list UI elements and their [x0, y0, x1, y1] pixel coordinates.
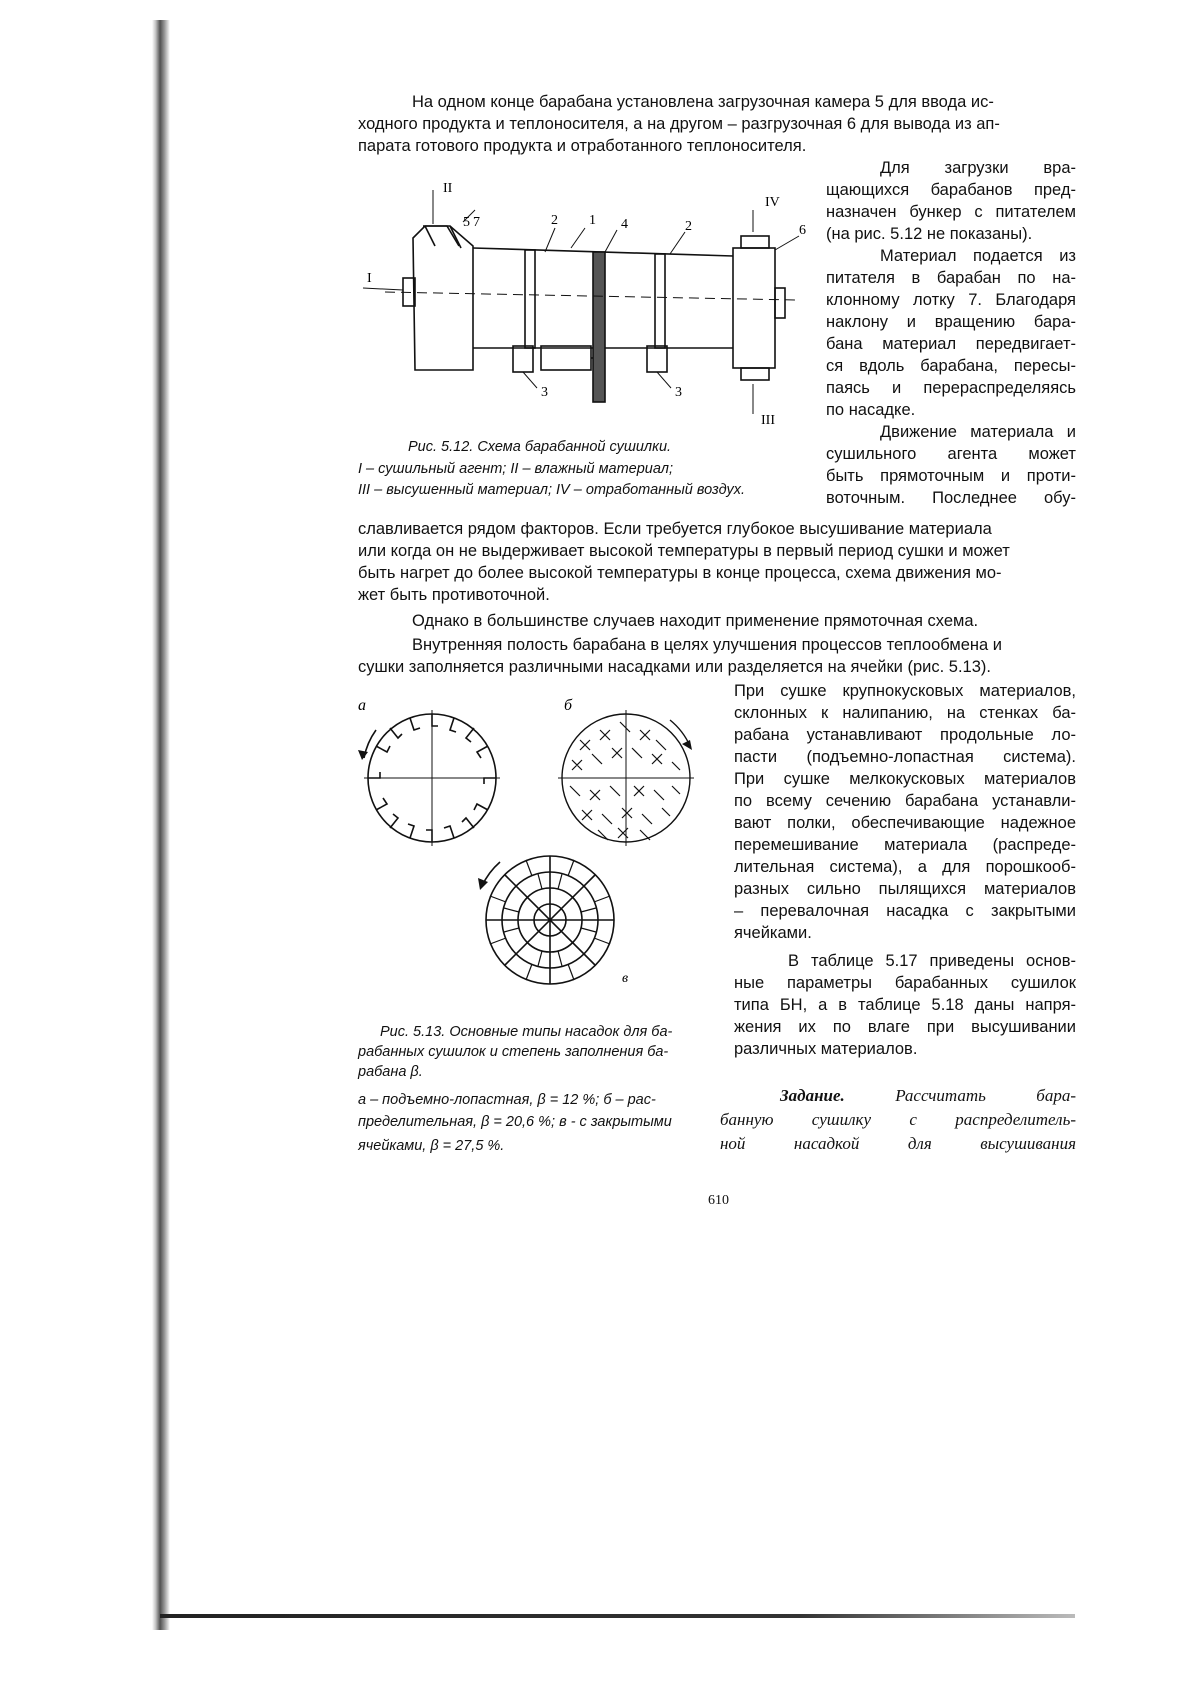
- binding-edge: [152, 20, 170, 1630]
- page-bottom-edge: [160, 1614, 1075, 1618]
- fig512-label-III: III: [761, 413, 775, 428]
- fig512-caption-title: Рис. 5.12. Схема барабанной сушилки.: [408, 439, 672, 455]
- page-number: 610: [708, 1193, 729, 1208]
- fig513-label-v: в: [622, 971, 629, 986]
- rc1-line: Движение материала и: [880, 423, 1076, 441]
- task-text-1: Рассчитать бара-: [895, 1086, 1077, 1105]
- rc2-line: разных сильно пылящихся материалов: [734, 880, 1076, 898]
- rc1-line: ся вдоль барабана, пересы-: [826, 357, 1076, 375]
- rc1-line: быть прямоточным и проти-: [826, 467, 1076, 485]
- fig513-label-a: а: [358, 697, 366, 714]
- fig513-label-b: б: [564, 697, 573, 714]
- full-text-line-1: славливается рядом факторов. Если требуется глубокое высушивание материала: [358, 520, 992, 538]
- fig512-label-3b: 3: [675, 385, 682, 400]
- right-column-1: [826, 157, 1076, 509]
- fig512-label-II: II: [443, 181, 453, 196]
- fig512-label-5: 5: [463, 215, 470, 230]
- rc2-line: При сушке крупнокусковых материалов,: [734, 682, 1076, 700]
- rc1-line: сушильного агента может: [826, 445, 1076, 463]
- rc2-line: перемешивание материала (распреде-: [734, 836, 1076, 854]
- rc2-line: ячейками.: [734, 924, 812, 942]
- fig512-label-1: 1: [589, 213, 596, 228]
- rc2-line: по всему сечению барабана устанавли-: [734, 792, 1076, 810]
- rc1-line: воточным. Последнее обу-: [826, 489, 1076, 507]
- rc1-line: (на рис. 5.12 не показаны).: [826, 225, 1033, 243]
- paragraph-1-line-2: ходного продукта и теплоносителя, а на другом – разгрузочная 6 для вывода из ап-: [358, 115, 1000, 133]
- rc2-line: В таблице 5.17 приведены основ-: [788, 952, 1076, 970]
- rc2-line: ные параметры барабанных сушилок: [734, 974, 1076, 992]
- fig512-caption-line-2: I – сушильный агент; II – влажный материал;: [358, 461, 673, 477]
- rc1-line: наклону и вращению бара-: [826, 313, 1076, 331]
- fig513-caption-line-6: ячейками, β = 27,5 %.: [358, 1138, 505, 1154]
- full-text-line-2: или когда он не выдерживает высокой температуры в первый период сушки и может: [358, 542, 1010, 560]
- paragraph-1-line-1: На одном конце барабана установлена загрузочная камера 5 для ввода ис-: [412, 93, 994, 111]
- task-label: Задание.: [780, 1086, 845, 1105]
- full-text-line-4: жет быть противоточной.: [358, 586, 550, 604]
- task-block: [720, 1084, 1076, 1156]
- rc1-line: Для загрузки вра-: [880, 159, 1076, 177]
- full-text-line-6: Внутренняя полость барабана в целях улучшения процессов теплообмена и: [412, 636, 1002, 654]
- fig513-caption-line-1: Рис. 5.13. Основные типы насадок для ба-: [380, 1024, 673, 1040]
- fig512-label-I: I: [367, 271, 372, 286]
- fig513-caption-line-4: а – подъемно-лопастная, β = 12 %; б – рас-: [358, 1092, 656, 1108]
- paragraph-1-line-3: парата готового продукта и отработанного теплоносителя.: [358, 137, 807, 155]
- rc2-line: рабана устанавливают продольные ло-: [734, 726, 1076, 744]
- rc1-line: назначен бункер с питателем: [826, 203, 1076, 221]
- full-text-line-5: Однако в большинстве случаев находит применение прямоточная схема.: [412, 612, 979, 630]
- rc1-line: щающихся барабанов пред-: [826, 181, 1076, 199]
- rc1-line: питателя в барабан по на-: [826, 269, 1076, 287]
- fig512-label-7: 7: [473, 215, 480, 230]
- task-line-2: банную сушилку с распределитель-: [720, 1110, 1076, 1129]
- task-line-3: ной насадкой для высушивания: [720, 1134, 1076, 1153]
- rc1-line: по насадке.: [826, 401, 916, 419]
- fig512-label-6: 6: [799, 223, 806, 238]
- fig512-label-4: 4: [621, 217, 628, 232]
- rc2-line: – перевалочная насадка с закрытыми: [734, 902, 1076, 920]
- right-column-2: [734, 680, 1076, 1058]
- figure-5-12-drum-dryer-diagram: [355, 170, 815, 435]
- fig512-label-IV: IV: [765, 195, 780, 210]
- rc1-line: бана материал передвигает-: [826, 335, 1076, 353]
- full-text-line-3: быть нагрет до более высокой температуры в конце процесса, схема движения мо-: [358, 564, 1002, 582]
- task-line-1: [720, 1084, 1076, 1108]
- fig513-caption-line-2: рабанных сушилок и степень заполнения ба-: [358, 1044, 669, 1060]
- full-text-line-7: сушки заполняется различными насадками или разделяется на ячейки (рис. 5.13).: [358, 658, 991, 676]
- fig513-caption-line-5: пределительная, β = 20,6 %; в - с закрытыми: [358, 1114, 672, 1130]
- rc1-line: паясь и перераспределяясь: [826, 379, 1076, 397]
- figure-5-13-packing-types: [350, 690, 730, 990]
- rc2-line: типа БН, а в таблице 5.18 даны напря-: [734, 996, 1076, 1014]
- rc2-line: жения их по влаге при высушивании: [734, 1018, 1076, 1036]
- rc1-line: клонному лотку 7. Благодаря: [826, 291, 1076, 309]
- rc2-line: При сушке мелкокусковых материалов: [734, 770, 1076, 788]
- fig512-label-2a: 2: [551, 213, 558, 228]
- rc2-line: вают полки, обеспечивающие надежное: [734, 814, 1076, 832]
- rc2-line: склонных к налипанию, на стенках ба-: [734, 704, 1076, 722]
- fig512-label-3a: 3: [541, 385, 548, 400]
- fig512-caption-line-3: III – высушенный материал; IV – отработанный воздух.: [358, 482, 745, 498]
- rc2-line: пасти (подъемно-лопастная система).: [734, 748, 1076, 766]
- rc2-line: лительная система), а для порошкооб-: [734, 858, 1076, 876]
- fig513-caption-line-3: рабана β.: [358, 1064, 423, 1080]
- rc2-line: различных материалов.: [734, 1040, 918, 1058]
- rc1-line: Материал подается из: [880, 247, 1076, 265]
- fig512-label-2b: 2: [685, 219, 692, 234]
